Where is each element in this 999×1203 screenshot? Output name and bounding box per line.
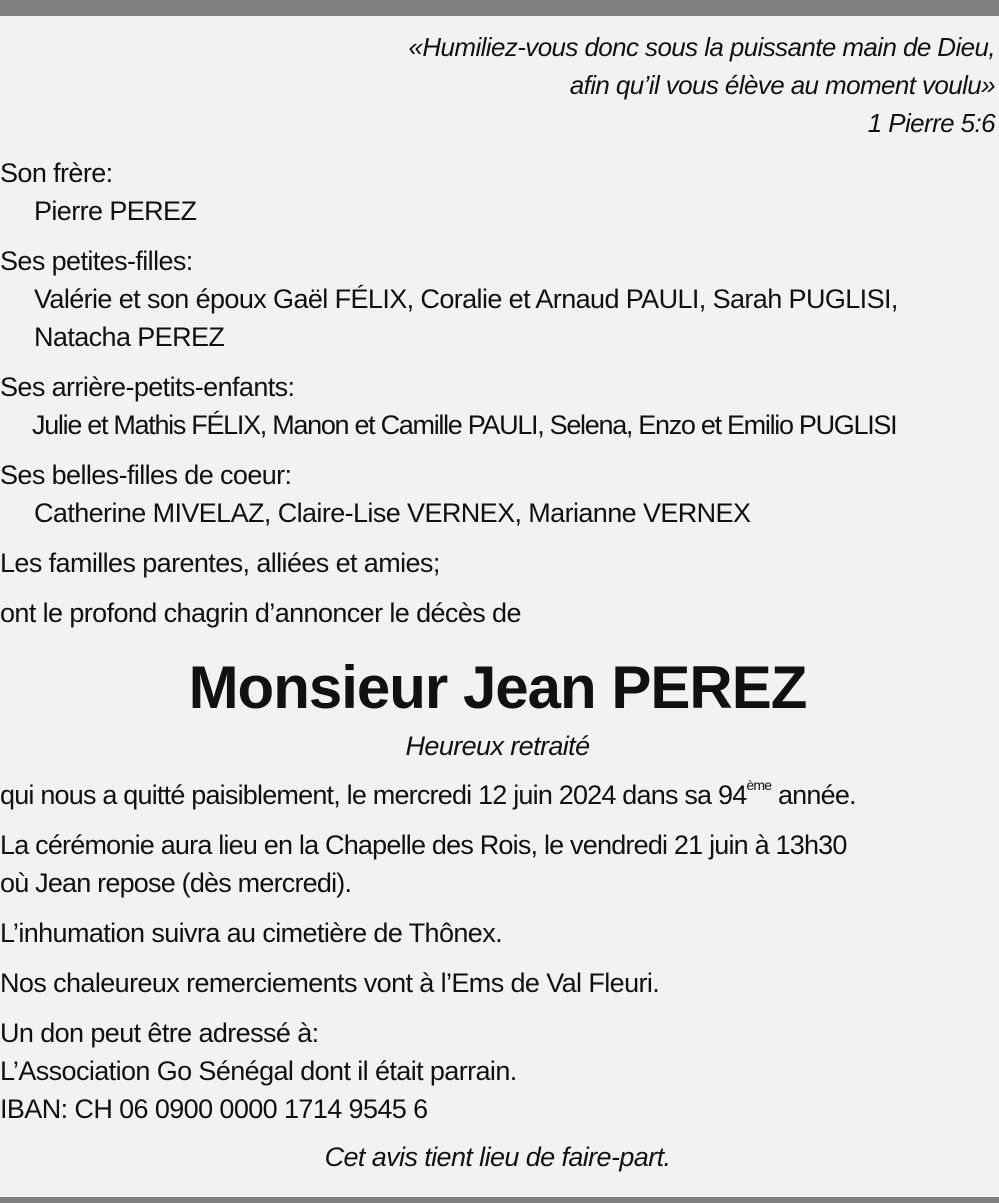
quote-line-1: «Humiliez-vous donc sous la puissante main de Dieu, [408, 32, 995, 62]
group-member: Catherine MIVELAZ, Claire-Lise VERNEX, Marianne VERNEX [34, 498, 751, 528]
group-member: Julie et Mathis FÉLIX, Manon et Camille PAULI, Selena, Enzo et Emilio PUGLISI [32, 410, 897, 440]
deceased-subtitle: Heureux retraité [405, 731, 590, 761]
group-title: Ses petites-filles: [0, 246, 193, 276]
group-member: Valérie et son époux Gaël FÉLIX, Coralie et Arnaud PAULI, Sarah PUGLISI, [34, 284, 898, 314]
group-member: Pierre PEREZ [34, 196, 197, 226]
group-title: Ses belles-filles de coeur: [0, 460, 292, 490]
bottom-rule [0, 1197, 999, 1203]
donation-line-1: Un don peut être adressé à: [0, 1018, 319, 1048]
donation-iban: IBAN: CH 06 0900 0000 1714 9545 6 [0, 1094, 428, 1124]
deceased-name: Monsieur Jean PEREZ [188, 654, 807, 721]
family-group-great-grandchildren [0, 368, 995, 444]
obituary-notice [0, 28, 995, 1176]
burial-line: L’inhumation suivra au cimetière de Thônex. [0, 918, 503, 948]
announce-line: ont le profond chagrin d’annoncer le décès de [0, 598, 521, 628]
thanks-line: Nos chaleureux remerciements vont à l’Ems de Val Fleuri. [0, 968, 660, 998]
ceremony-line-1: La cérémonie aura lieu en la Chapelle des Rois, le vendredi 21 juin à 13h30 [0, 830, 847, 860]
family-group-granddaughters [0, 242, 995, 356]
ceremony-info [0, 826, 995, 902]
donation-line-2: L’Association Go Sénégal dont il était parrain. [0, 1056, 517, 1086]
top-rule [0, 0, 999, 16]
passing-suffix: année. [771, 780, 856, 810]
ordinal-suffix: ème [746, 777, 772, 793]
passing-text: qui nous a quitté paisiblement, le mercredi 12 juin 2024 dans sa 94 [0, 780, 747, 810]
bible-quote [0, 28, 995, 142]
closing-line: Cet avis tient lieu de faire-part. [324, 1142, 671, 1172]
group-title: Ses arrière-petits-enfants: [0, 372, 295, 402]
relatives-line: Les familles parentes, alliées et amies; [0, 548, 440, 578]
family-group-daughters-in-law [0, 456, 995, 532]
family-group-brother [0, 154, 995, 230]
group-member: Natacha PEREZ [34, 322, 225, 352]
ceremony-line-2: où Jean repose (dès mercredi). [0, 868, 352, 898]
quote-reference: 1 Pierre 5:6 [867, 108, 995, 138]
quote-line-2: afin qu’il vous élève au moment voulu» [569, 70, 995, 100]
passing-line [0, 776, 995, 814]
group-title: Son frère: [0, 158, 113, 188]
donation-info [0, 1014, 995, 1128]
